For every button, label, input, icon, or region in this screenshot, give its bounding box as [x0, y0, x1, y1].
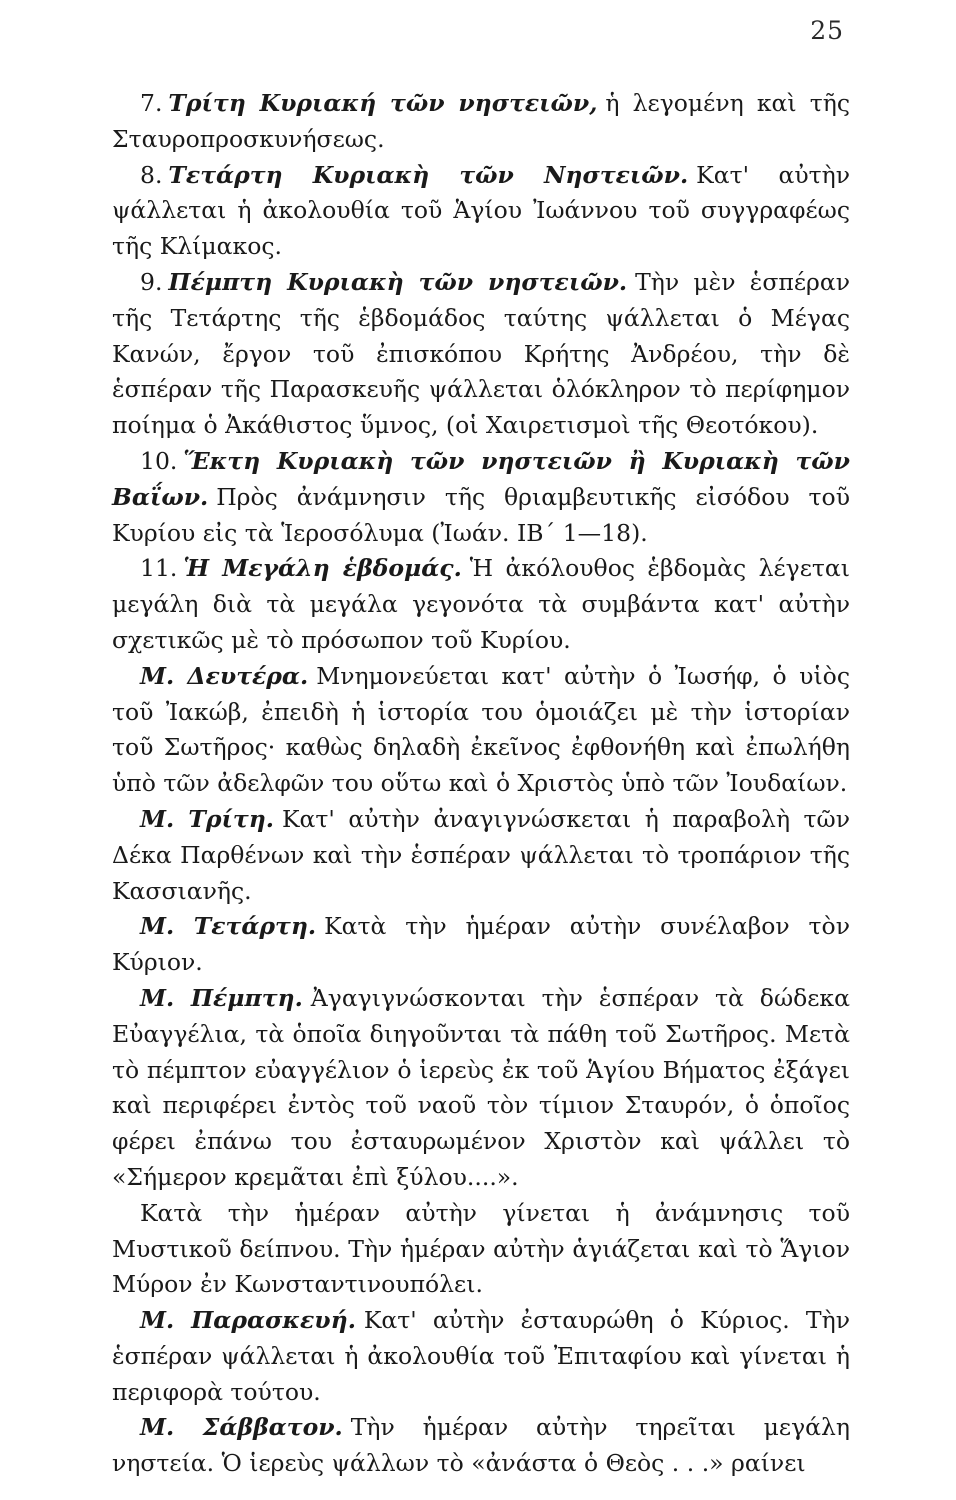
paragraph-text: Τὴν μὲν ἑσπέραν τῆς Τετάρτης τῆς ἑβδομάδος ταύτης ψάλλεται ὁ Μέγας Κανών, ἔργον τοῦ ἐπισκόπου Κρήτης Ἀνδρέου, τὴν δὲ ἑσπέραν τῆς Παρασκευῆς ψάλλεται ὁλόκληρον τὸ περίφημον ποίημα ὁ Ἀκάθιστος ὕμνος, (οἱ Χαιρετισμοὶ τῆς Θεοτόκου). [112, 267, 850, 440]
paragraph-7 [112, 86, 850, 158]
paragraph-saturday [112, 1410, 850, 1482]
paragraph-10 [112, 444, 850, 551]
paragraph-heading: Μ. Δευτέρα. [140, 661, 309, 690]
paragraph-text: Πρὸς ἀνάμνησιν τῆς θριαμβευτικῆς εἰσόδου τοῦ Κυρίου εἰς τὰ Ἱεροσόλυμα (Ἰωάν. ΙΒ΄ 1—18). [112, 482, 850, 547]
paragraph-number: 10. [140, 446, 178, 475]
paragraph-heading: Μ. Τρίτη. [140, 804, 274, 833]
paragraph-heading: Ἡ Μεγάλη ἑβδομάς. [183, 554, 462, 583]
paragraph-text: Μνημονεύεται κατ' αὐτὴν ὁ Ἰωσήφ, ὁ υἱὸς τοῦ Ἰακώβ, ἐπειδὴ ἡ ἱστορία του ὁμοιάζει μὲ τὴν ἱστορίαν τοῦ Σωτῆρος· καθὼς δηλαδὴ ἐκεῖνος ἐφθονήθη καὶ ἐπωλήθη ὑπὸ τῶν ἀδελφῶν του οὕτω καὶ ὁ Χριστὸς ὑπὸ τῶν Ἰουδαίων. [112, 661, 850, 798]
paragraph-friday [112, 1303, 850, 1410]
paragraph-number: 9. [140, 267, 163, 296]
paragraph-text: Κατ' αὐτὴν ἀναγιγνώσκεται ἡ παραβολὴ τῶν Δέκα Παρθένων καὶ τὴν ἑσπέραν ψάλλεται τὸ τροπάριον τῆς Κασσιανῆς. [112, 804, 850, 905]
paragraph-heading: Πέμπτη Κυριακὴ τῶν νηστειῶν. [168, 267, 628, 296]
paragraph-heading: Τρίτη Κυριακή τῶν νηστειῶν, [168, 89, 598, 117]
paragraph-text: Κατ' αὐτὴν ἐσταυρώθη ὁ Κύριος. Τὴν ἑσπέραν ψάλλεται ἡ ἀκολουθία τοῦ Ἐπιταφίου καὶ γίνεται ἡ περιφορὰ τούτου. [112, 1306, 850, 1406]
paragraph-wednesday [112, 909, 850, 981]
paragraph-11 [112, 551, 850, 658]
paragraph-number: 8. [140, 160, 163, 189]
paragraph-text: ἡ λεγομένη καὶ τῆς Σταυροπροσκυνήσεως. [112, 89, 851, 153]
text-column [112, 86, 850, 1482]
paragraph-number: 11. [140, 554, 178, 583]
paragraph-monday [112, 659, 850, 802]
paragraph-text: Κατ' αὐτὴν ψάλλεται ἡ ἀκολουθία τοῦ Ἁγίου Ἰωάννου τοῦ συγγραφέως τῆς Κλίμακος. [112, 160, 850, 261]
paragraph-text: Κατὰ τὴν ἡμέραν αὐτὴν συνέλαβον τὸν Κύριον. [112, 912, 850, 977]
paragraph-8 [112, 158, 850, 265]
paragraph-heading: Τετάρτη Κυριακὴ τῶν Νηστειῶν. [168, 160, 689, 189]
paragraph-text: Τὴν ἡμέραν αὐτὴν τηρεῖται μεγάλη νηστεία. Ὁ ἱερεὺς ψάλλων τὸ «ἀνάστα ὁ Θεὸς . . .» ραίνει [112, 1413, 850, 1478]
paragraph-heading: Μ. Σάββατον. [140, 1413, 343, 1442]
paragraph-heading: Μ. Παρασκευή. [140, 1306, 356, 1335]
paragraph-heading: Μ. Πέμπτη. [140, 983, 303, 1012]
page-number: 25 [810, 16, 844, 45]
paragraph-number: 7. [140, 89, 163, 117]
paragraph-tuesday [112, 802, 850, 909]
paragraph-heading: Ἕκτη Κυριακὴ τῶν νηστειῶν ἢ Κυριακὴ τῶν Βαΐων. [112, 446, 850, 511]
paragraph-9 [112, 265, 850, 444]
paragraph-text: Ἀγαγιγνώσκονται τὴν ἑσπέραν τὰ δώδεκα Εὐαγγέλια, τὰ ὁποῖα διηγοῦνται τὰ πάθη τοῦ Σωτῆρος. Μετὰ τὸ πέμπτον εὐαγγέλιον ὁ ἱερεὺς ἐκ τοῦ Ἁγίου Βήματος ἐξάγει καὶ περιφέρει ἐντὸς τοῦ ναοῦ τὸν τίμιον Σταυρόν, ὁ ὁποῖος φέρει ἐπάνω του ἐσταυρωμένον Χριστὸν καὶ ψάλλει τὸ «Σήμερον κρεμᾶται ἐπὶ ξύλου....». [112, 983, 850, 1191]
paragraph-text: Κατὰ τὴν ἡμέραν αὐτὴν γίνεται ἡ ἀνάμνησις τοῦ Μυστικοῦ δείπνου. Τὴν ἡμέραν αὐτὴν ἁγιάζεται καὶ τὸ Ἅγιον Μύρον ἐν Κωνσταντινουπόλει. [112, 1198, 850, 1299]
paragraph-text: Ἡ ἀκόλουθος ἑβδομὰς λέγεται μεγάλη διὰ τὰ μεγάλα γεγονότα τὰ συμβάντα κατ' αὐτὴν σχετικῶς μὲ τὸ πρόσωπον τοῦ Κυρίου. [112, 554, 850, 654]
paragraph-heading: Μ. Τετάρτη. [140, 912, 317, 941]
paragraph-thursday [112, 981, 850, 1196]
paragraph-thursday-continued [112, 1196, 850, 1303]
